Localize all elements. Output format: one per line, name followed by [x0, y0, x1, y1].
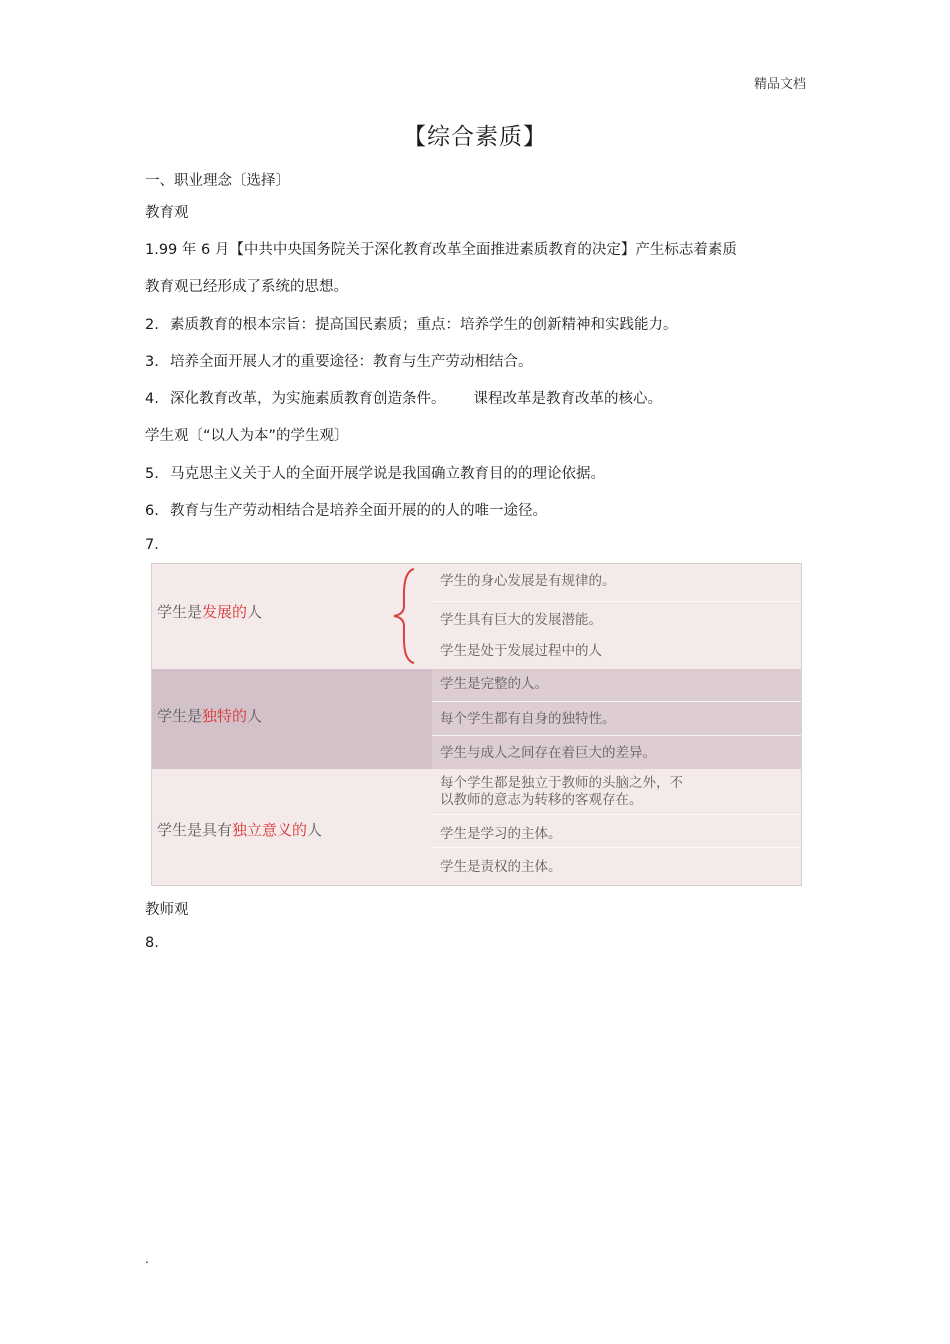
list-item-4	[145, 387, 662, 408]
table-row-independent	[152, 769, 801, 885]
list-item-3	[145, 350, 533, 371]
subheading-student: 学生观〔“以人为本”的学生观〕	[145, 428, 349, 444]
table-item: 以教师的意志为转移的客观存在。	[440, 792, 643, 808]
item-number: 6.	[145, 503, 159, 519]
item-number: 2.	[145, 317, 159, 333]
table-item: 学生是完整的人。	[440, 676, 548, 692]
page-title: 【综合素质】	[403, 124, 547, 150]
category-label: 学生是发展的人	[157, 603, 263, 621]
list-item-6	[145, 499, 547, 520]
item-text-b: 课程改革是教育改革的核心。	[473, 391, 662, 407]
item-number: 8.	[145, 935, 159, 951]
item-text: 教育与生产劳动相结合是培养全面开展的的人的唯一途径。	[170, 503, 547, 519]
table-item: 学生的身心发展是有规律的。	[440, 573, 616, 589]
item-number: 7.	[145, 537, 159, 553]
table-item: 每个学生都有自身的独特性。	[440, 711, 616, 727]
table-row-unique	[152, 669, 801, 769]
curly-brace-icon	[390, 566, 420, 666]
item-number: 4.	[145, 391, 159, 407]
table-item: 学生是学习的主体。	[440, 826, 562, 842]
table-row-development	[152, 564, 801, 669]
item-number: 3.	[145, 354, 159, 370]
paragraph-1-line-2: 教育观已经形成了系统的思想。	[145, 279, 348, 295]
subheading-education: 教育观	[145, 205, 189, 221]
student-view-table	[151, 563, 802, 886]
category-label: 学生是独特的人	[157, 707, 263, 725]
table-item: 学生具有巨大的发展潜能。	[440, 612, 602, 628]
section-heading: 一、职业理念〔选择〕	[145, 173, 290, 189]
list-item-7	[145, 537, 170, 553]
table-item: 学生是处于发展过程中的人	[440, 643, 602, 659]
table-item: 每个学生都是独立于教师的头脑之外，不	[440, 775, 683, 791]
category-label: 学生是具有独立意义的人	[157, 821, 323, 839]
list-item-5	[145, 462, 605, 483]
footer-dot: .	[145, 1252, 149, 1266]
item-text: 马克思主义关于人的全面开展学说是我国确立教育目的的理论依据。	[170, 466, 605, 482]
item-text: 素质教育的根本宗旨：提高国民素质；重点：培养学生的创新精神和实践能力。	[170, 317, 678, 333]
table-item: 学生是责权的主体。	[440, 859, 562, 875]
item-text: 深化教育改革，为实施素质教育创造条件。	[170, 391, 446, 407]
list-item-2	[145, 313, 678, 334]
header-note: 精品文档	[753, 77, 806, 92]
item-text: 培养全面开展人才的重要途径：教育与生产劳动相结合。	[170, 354, 533, 370]
item-number: 5.	[145, 466, 159, 482]
subheading-teacher: 教师观	[145, 902, 189, 918]
paragraph-1-line-1: 1.99 年 6 月【中共中央国务院关于深化教育改革全面推进素质教育的决定】产生标志着素质	[145, 242, 737, 258]
table-item: 学生与成人之间存在着巨大的差异。	[440, 745, 656, 761]
list-item-8	[145, 935, 170, 951]
